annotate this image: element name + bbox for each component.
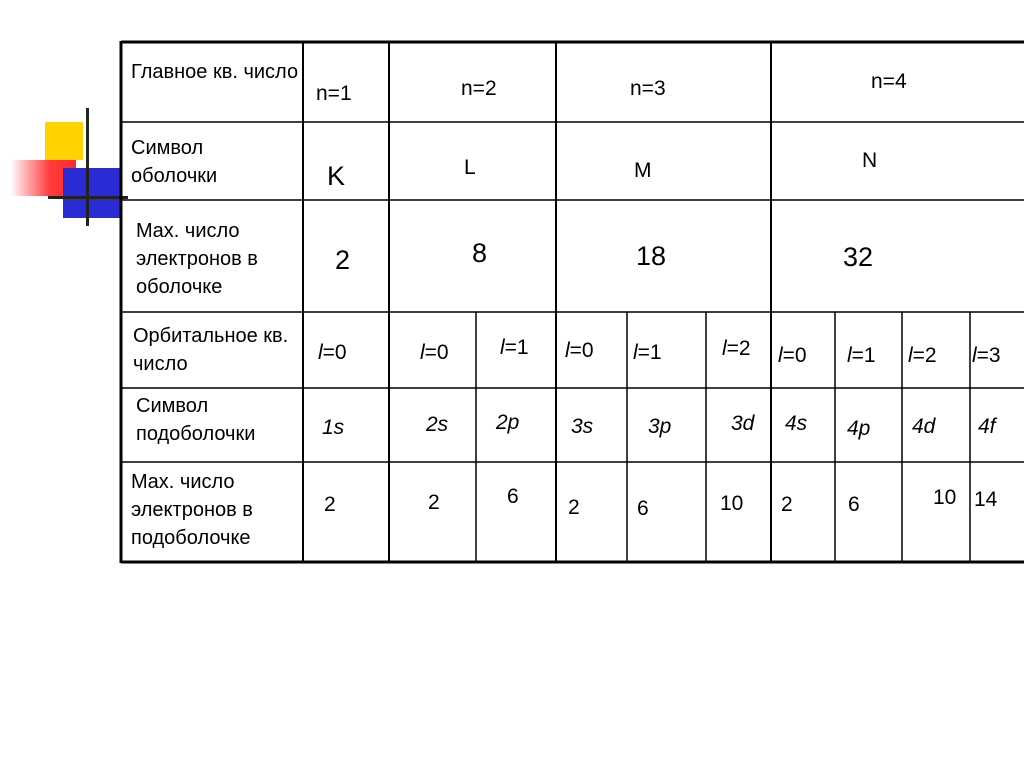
- subshell-max: 10: [720, 492, 744, 515]
- subshell-max: 2: [568, 496, 580, 519]
- principal-n1: n=1: [316, 82, 352, 105]
- shell-max-n1: 2: [335, 245, 351, 275]
- row-label-shell-symbol: Символ оболочки: [131, 137, 218, 187]
- shell-max-n3: 18: [636, 241, 667, 271]
- subshell-symbol: 4d: [912, 415, 936, 438]
- subshell-max: 2: [324, 493, 336, 516]
- subshell-symbol: 4f: [978, 415, 996, 438]
- row-label-subshell-symbol: Символ подоболочки: [136, 395, 256, 445]
- orbital-value: l=0: [318, 341, 347, 364]
- subshell-symbol: 3s: [571, 415, 594, 438]
- row-label-subshell-max: Max. число электронов в подоболочке: [131, 471, 253, 549]
- orbital-value: l=3: [972, 344, 1001, 367]
- principal-n3: n=3: [630, 77, 666, 100]
- principal-n4: n=4: [871, 70, 907, 93]
- subshell-symbol: 3p: [648, 415, 672, 438]
- orbital-value: l=0: [420, 341, 449, 364]
- subshell-symbol: 2s: [426, 413, 449, 436]
- row-label-shell-max: Max. число электронов в оболочке: [136, 220, 258, 298]
- subshell-symbol: 2p: [496, 411, 520, 434]
- shell-max-n2: 8: [472, 238, 488, 268]
- subshell-max: 10: [933, 486, 957, 509]
- subshell-max: 2: [781, 493, 793, 516]
- shell-symbol-n4: N: [862, 149, 878, 172]
- row-label-orbital: Орбитальное кв. число: [133, 325, 289, 375]
- orbital-value: l=0: [778, 344, 807, 367]
- orbital-value: l=1: [847, 344, 876, 367]
- orbital-value: l=2: [908, 344, 937, 367]
- subshell-symbol: 4s: [785, 412, 808, 435]
- shell-symbol-n2: L: [464, 156, 476, 179]
- shell-max-n4: 32: [843, 242, 874, 272]
- subshell-symbol: 1s: [322, 416, 345, 439]
- subshell-max: 6: [507, 485, 519, 508]
- subshell-max: 14: [974, 488, 998, 511]
- subshell-symbol: 4p: [847, 417, 871, 440]
- shell-symbol-n1: K: [327, 161, 346, 191]
- orbital-value: l=1: [633, 341, 662, 364]
- orbital-value: l=1: [500, 336, 529, 359]
- subshell-max: 6: [848, 493, 860, 516]
- subshell-symbol: 3d: [731, 412, 755, 435]
- principal-n2: n=2: [461, 77, 497, 100]
- shell-symbol-n3: M: [634, 159, 652, 182]
- orbital-value: l=2: [722, 337, 751, 360]
- orbital-value: l=0: [565, 339, 594, 362]
- subshell-max: 6: [637, 497, 649, 520]
- subshell-max: 2: [428, 491, 440, 514]
- row-label-principal: Главное кв. число: [131, 61, 299, 83]
